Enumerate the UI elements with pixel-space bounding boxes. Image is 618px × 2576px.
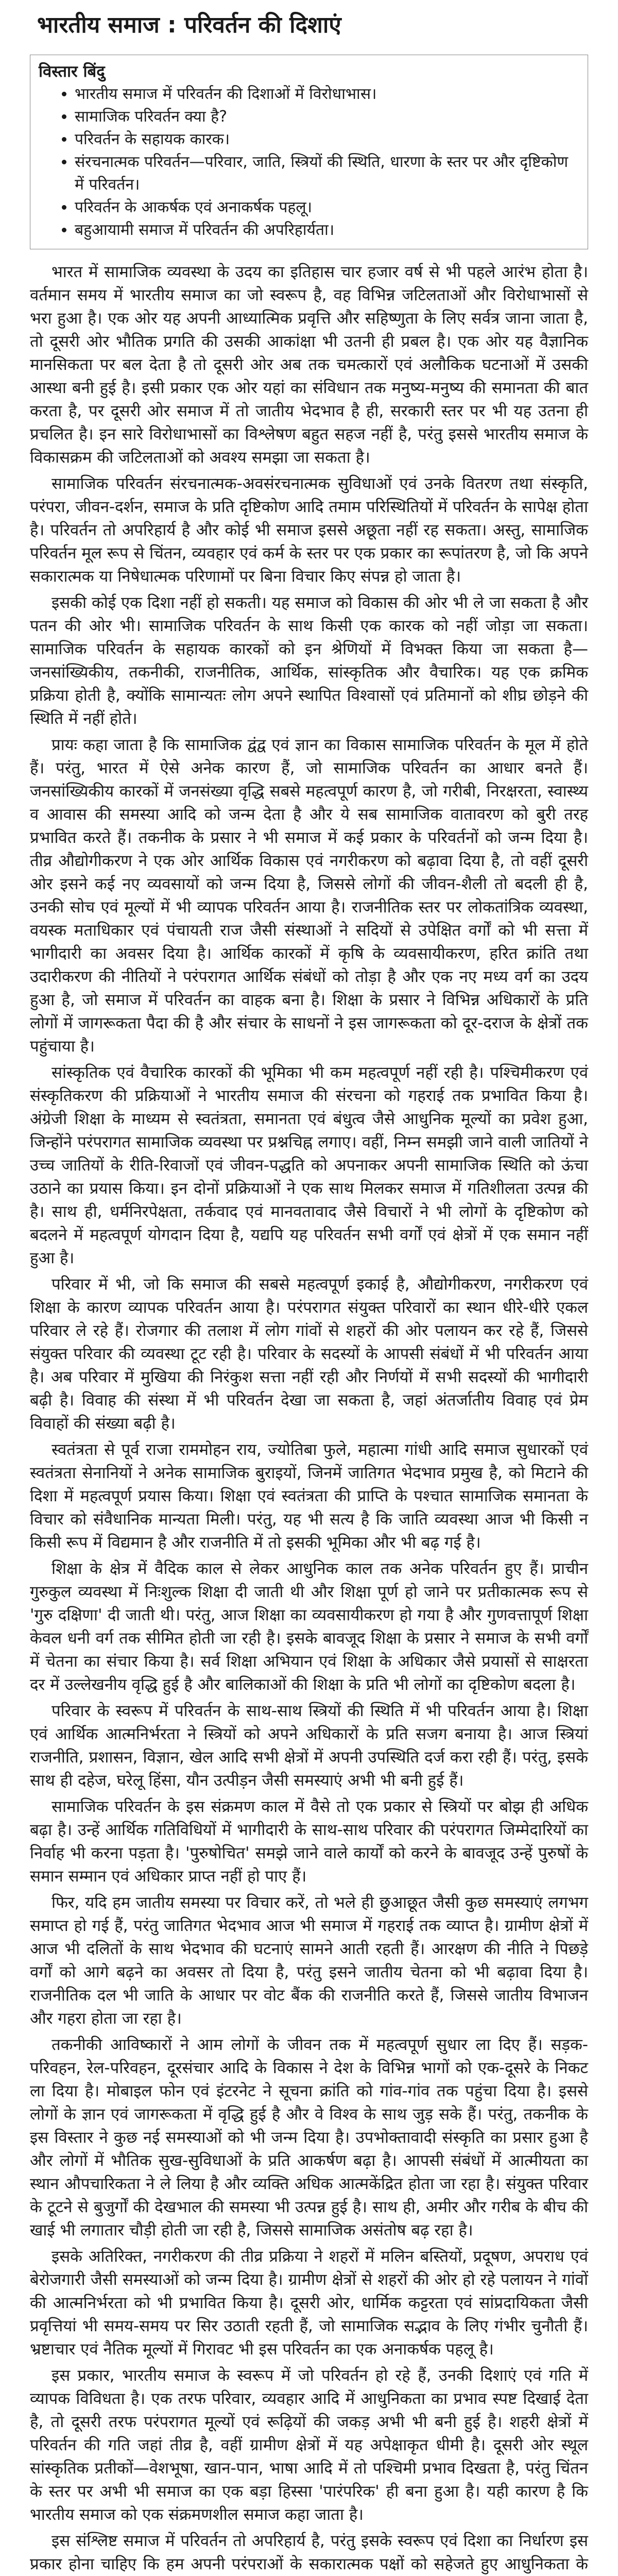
outline-item: • सामाजिक परिवर्तन क्या है? bbox=[75, 106, 578, 128]
outline-box bbox=[30, 55, 588, 249]
essay-paragraph: प्रायः कहा जाता है कि सामाजिक द्वंद्व एवं ज्ञान का विकास सामाजिक परिवर्तन के मूल में होते हैं। परंतु, भारत में ऐसे अनेक कारण हैं, जो सामाजिक परिवर्तन का आधार बनते हैं। जनसांख्यिकीय कारकों में जनसंख्या वृद्धि सबसे महत्वपूर्ण कारण है, जो गरीबी, निरक्षरता, स्वास्थ्य व आवास की समस्या आदि को जन्म देता है और ये सब सामाजिक वातावरण को बुरी तरह प्रभावित करते हैं। तकनीक के प्रसार ने भी समाज में कई प्रकार के परिवर्तनों को जन्म दिया है। तीव्र औद्योगीकरण ने एक ओर आर्थिक विकास एवं नगरीकरण को बढ़ावा दिया है, तो वहीं दूसरी ओर इसने कई नए व्यवसायों को जन्म दिया है, जिससे लोगों की जीवन-शैली तो बदली ही है, उनकी सोच एवं मूल्यों में भी व्यापक परिवर्तन आया है। राजनीतिक स्तर पर लोकतांत्रिक व्यवस्था, वयस्क मताधिकार एवं पंचायती राज जैसी संस्थाओं ने सदियों से उपेक्षित वर्गों को भी सत्ता में भागीदारी का अवसर दिया है। आर्थिक कारकों में कृषि के व्यवसायीकरण, हरित क्रांति तथा उदारीकरण की नीतियों ने परंपरागत आर्थिक संबंधों को तोड़ा है और एक नए मध्य वर्ग का उदय हुआ है, जो समाज में परिवर्तन का वाहक बना है। शिक्षा के प्रसार ने विभिन्न अधिकारों के प्रति लोगों में जागरूकता पैदा की है और संचार के साधनों ने इस जागरूकता को दूर-दराज के क्षेत्रों तक पहुंचाया है। bbox=[30, 736, 588, 1056]
outline-item: • परिवर्तन के आकर्षक एवं अनाकर्षक पहलू। bbox=[75, 196, 578, 219]
essay-body bbox=[30, 261, 588, 2576]
essay-paragraph: इस संश्लिष्ट समाज में परिवर्तन तो अपरिहार्य है, परंतु इसके स्वरूप एवं दिशा का निर्धारण इस प्रकार होना चाहिए कि हम अपनी परंपराओं के सकारात्मक पक्षों को सहेजते हुए आधुनिकता के bbox=[30, 2532, 588, 2573]
essay-title: भारतीय समाज : परिवर्तन की दिशाएं bbox=[37, 12, 341, 38]
outline-item: • भारतीय समाज में परिवर्तन की दिशाओं में विरोधाभास। bbox=[75, 83, 578, 106]
essay-paragraph: भारत में सामाजिक व्यवस्था के उदय का इतिहास चार हजार वर्ष से भी पहले आरंभ होता है। वर्तमान समय में भारतीय समाज का जो स्वरूप है, वह विभिन्न जटिलताओं और विरोधाभासों से भरा हुआ है। एक ओर यह अपनी आध्यात्मिक प्रवृत्ति और सहिष्णुता के लिए सर्वत्र जाना जाता है, तो दूसरी ओर भौतिक प्रगति की उसकी आकांक्षा भी उतनी ही प्रबल है। एक ओर यह वैज्ञानिक मानसिकता पर बल देता है तो दूसरी ओर अब तक चमत्कारों एवं अलौकिक घटनाओं में उसकी आस्था बनी हुई है। इसी प्रकार एक ओर यहां का संविधान तक मनुष्य-मनुष्य की समानता की बात करता है, पर दूसरी ओर समाज में तो जातीय भेदभाव है ही, सरकारी स्तर पर भी यह उतना ही प्रचलित है। इन सारे विरोधाभासों का विश्लेषण बहुत सहज नहीं है, परंतु इससे भारतीय समाज के विकासक्रम की जटिलताओं को अवश्य समझा जा सकता है। bbox=[30, 263, 588, 467]
essay-paragraph: शिक्षा के क्षेत्र में वैदिक काल से लेकर आधुनिक काल तक अनेक परिवर्तन हुए हैं। प्राचीन गुरुकुल व्यवस्था में निःशुल्क शिक्षा दी जाती थी और शिक्षा पूर्ण हो जाने पर प्रतीकात्मक रूप से 'गुरु दक्षिणा' दी जाती थी। परंतु, आज शिक्षा का व्यवसायीकरण हो गया है और गुणवत्तापूर्ण शिक्षा केवल धनी वर्ग तक सीमित होती जा रही है। इसके बावजूद शिक्षा के प्रसार ने समाज के सभी वर्गों में चेतना का संचार किया है। सर्व शिक्षा अभियान एवं शिक्षा के अधिकार जैसे प्रयासों से साक्षरता दर में उल्लेखनीय वृद्धि हुई है और बालिकाओं की शिक्षा के प्रति भी लोगों का दृष्टिकोण बदला है। bbox=[30, 1560, 588, 1694]
essay-paragraph: स्वतंत्रता से पूर्व राजा राममोहन राय, ज्योतिबा फुले, महात्मा गांधी आदि समाज सुधारकों एवं स्वतंत्रता सेनानियों ने अनेक सामाजिक बुराइयों, जिनमें जातिगत भेदभाव प्रमुख है, को मिटाने की दिशा में महत्वपूर्ण प्रयास किया। शिक्षा एवं स्वतंत्रता की प्राप्ति के पश्चात सामाजिक समानता के विचार को संवैधानिक मान्यता मिली। परंतु, यह भी सत्य है कि जाति व्यवस्था आज भी किसी न किसी रूप में विद्यमान है और राजनीति में तो इसकी भूमिका और भी बढ़ गई है। bbox=[30, 1440, 588, 1552]
outline-heading: विस्तार बिंदु bbox=[39, 62, 105, 81]
essay-paragraph: सामाजिक परिवर्तन के इस संक्रमण काल में वैसे तो एक प्रकार से स्त्रियों पर बोझ ही अधिक बढ़ा है। उन्हें आर्थिक गतिविधियों में भागीदारी के साथ-साथ परिवार की परंपरागत जिम्मेदारियों का निर्वाह भी करना पड़ता है। 'पुरुषोचित' समझे जाने वाले कार्यों को करने के बावजूद उन्हें पुरुषों के समान सम्मान एवं अधिकार प्राप्त नहीं हो पाए हैं। bbox=[30, 1798, 588, 1886]
outline-item: • परिवर्तन के सहायक कारक। bbox=[75, 128, 578, 151]
outline-item: • संरचनात्मक परिवर्तन—परिवार, जाति, स्त्रियों की स्थिति, धारणा के स्तर पर और दृष्टिकोण में परिवर्तन। bbox=[75, 151, 578, 196]
outline-list bbox=[39, 83, 578, 242]
outline-item: • बहुआयामी समाज में परिवर्तन की अपरिहार्यता। bbox=[75, 219, 578, 242]
essay-paragraph: इस प्रकार, भारतीय समाज के स्वरूप में जो परिवर्तन हो रहे हैं, उनकी दिशाएं एवं गति में व्यापक विविधता है। एक तरफ परिवार, व्यवहार आदि में आधुनिकता का प्रभाव स्पष्ट दिखाई देता है, तो दूसरी तरफ परंपरागत मूल्यों एवं रूढ़ियों की जकड़ अभी भी बनी हुई है। शहरी क्षेत्रों में परिवर्तन की गति जहां तीव्र है, वहीं ग्रामीण क्षेत्रों में यह अपेक्षाकृत धीमी है। दूसरी ओर स्थूल सांस्कृतिक प्रतीकों—वेशभूषा, खान-पान, भाषा आदि में तो पश्चिमी प्रभाव दिखता है, परंतु चिंतन के स्तर पर अभी भी समाज का एक बड़ा हिस्सा 'पारंपरिक' ही बना हुआ है। यही कारण है कि भारतीय समाज को एक संक्रमणशील समाज कहा जाता है। bbox=[30, 2366, 588, 2524]
essay-paragraph: परिवार के स्वरूप में परिवर्तन के साथ-साथ स्त्रियों की स्थिति में भी परिवर्तन आया है। शिक्षा एवं आर्थिक आत्मनिर्भरता ने स्त्रियों को अपने अधिकारों के प्रति सजग बनाया है। आज स्त्रियां राजनीति, प्रशासन, विज्ञान, खेल आदि सभी क्षेत्रों में अपनी उपस्थिति दर्ज करा रही हैं। परंतु, इसके साथ ही दहेज, घरेलू हिंसा, यौन उत्पीड़न जैसी समस्याएं अभी भी बनी हुई हैं। bbox=[30, 1702, 588, 1790]
essay-paragraph: तकनीकी आविष्कारों ने आम लोगों के जीवन तक में महत्वपूर्ण सुधार ला दिए हैं। सड़क-परिवहन, रेल-परिवहन, दूरसंचार आदि के विकास ने देश के विभिन्न भागों को एक-दूसरे के निकट ला दिया है। मोबाइल फोन एवं इंटरनेट ने सूचना क्रांति को गांव-गांव तक पहुंचा दिया है। इससे लोगों के ज्ञान एवं जागरूकता में वृद्धि हुई है और वे विश्व के साथ जुड़ सके हैं। परंतु, तकनीक के इस विस्तार ने कुछ नई समस्याओं को भी जन्म दिया है। उपभोक्तावादी संस्कृति का प्रसार हुआ है और लोगों में भौतिक सुख-सुविधाओं के प्रति आकर्षण बढ़ा है। आपसी संबंधों में आत्मीयता का स्थान औपचारिकता ने ले लिया है और व्यक्ति अधिक आत्मकेंद्रित होता जा रहा है। संयुक्त परिवार के टूटने से बुजुर्गों की देखभाल की समस्या भी उत्पन्न हुई है। साथ ही, अमीर और गरीब के बीच की खाई भी लगातार चौड़ी होती जा रही है, जिससे सामाजिक असंतोष बढ़ रहा है। bbox=[30, 2036, 588, 2240]
essay-paragraph: इसके अतिरिक्त, नगरीकरण की तीव्र प्रक्रिया ने शहरों में मलिन बस्तियों, प्रदूषण, अपराध एवं बेरोजगारी जैसी समस्याओं को जन्म दिया है। ग्रामीण क्षेत्रों से शहरों की ओर हो रहे पलायन ने गांवों की आत्मनिर्भरता को भी प्रभावित किया है। दूसरी ओर, धार्मिक कट्टरता एवं सांप्रदायिकता जैसी प्रवृत्तियां भी समय-समय पर सिर उठाती रहती हैं, जो सामाजिक सद्भाव के लिए गंभीर चुनौती हैं। भ्रष्टाचार एवं नैतिक मूल्यों में गिरावट भी इस परिवर्तन का एक अनाकर्षक पहलू है। bbox=[30, 2247, 588, 2359]
essay-paragraph: परिवार में भी, जो कि समाज की सबसे महत्वपूर्ण इकाई है, औद्योगीकरण, नगरीकरण एवं शिक्षा के कारण व्यापक परिवर्तन आया है। परंपरागत संयुक्त परिवारों का स्थान धीरे-धीरे एकल परिवार ले रहे हैं। रोजगार की तलाश में लोग गांवों से शहरों की ओर पलायन कर रहे हैं, जिससे संयुक्त परिवार की व्यवस्था टूट रही है। परिवार के सदस्यों के आपसी संबंधों में भी परिवर्तन आया है। अब परिवार में मुखिया की निरंकुश सत्ता नहीं रही और निर्णयों में सभी सदस्यों की भागीदारी बढ़ी है। विवाह की संस्था में भी परिवर्तन देखा जा सकता है, जहां अंतर्जातीय विवाह एवं प्रेम विवाहों की संख्या बढ़ी है। bbox=[30, 1275, 588, 1433]
essay-paragraph: फिर, यदि हम जातीय समस्या पर विचार करें, तो भले ही छुआछूत जैसी कुछ समस्याएं लगभग समाप्त हो गई हैं, परंतु जातिगत भेदभाव आज भी समाज में गहराई तक व्याप्त है। ग्रामीण क्षेत्रों में आज भी दलितों के साथ भेदभाव की घटनाएं सामने आती रहती हैं। आरक्षण की नीति ने पिछड़े वर्गों को आगे बढ़ने का अवसर तो दिया है, परंतु इसने जातीय चेतना को भी बढ़ावा दिया है। राजनीतिक दल भी जाति के आधार पर वोट बैंक की राजनीति करते हैं, जिससे जातीय विभाजन और गहरा होता जा रहा है। bbox=[30, 1893, 588, 2028]
essay-paragraph: इसकी कोई एक दिशा नहीं हो सकती। यह समाज को विकास की ओर भी ले जा सकता है और पतन की ओर भी। सामाजिक परिवर्तन के साथ किसी एक कारक को नहीं जोड़ा जा सकता। सामाजिक परिवर्तन के सहायक कारकों को इन श्रेणियों में विभक्त किया जा सकता है—जनसांख्यिकीय, तकनीकी, राजनीतिक, आर्थिक, सांस्कृतिक और वैचारिक। यह एक क्रमिक प्रक्रिया होती है, क्योंकि सामान्यतः लोग अपने स्थापित विश्वासों एवं प्रतिमानों को शीघ्र छोड़ने की स्थिति में नहीं होते। bbox=[30, 594, 588, 728]
essay-paragraph: सामाजिक परिवर्तन संरचनात्मक-अवसंरचनात्मक सुविधाओं एवं उनके वितरण तथा संस्कृति, परंपरा, जीवन-दर्शन, समाज के प्रति दृष्टिकोण आदि तमाम परिस्थितियों में परिवर्तन के सापेक्ष होता है। परिवर्तन तो अपरिहार्य है और कोई भी समाज इससे अछूता नहीं रह सकता। अस्तु, सामाजिक परिवर्तन मूल रूप से चिंतन, व्यवहार एवं कर्म के स्तर पर एक प्रकार का रूपांतरण है, जो कि अपने सकारात्मक या निषेधात्मक परिणामों पर बिना विचार किए संपन्न हो जाता है। bbox=[30, 474, 588, 586]
essay-paragraph: सांस्कृतिक एवं वैचारिक कारकों की भूमिका भी कम महत्वपूर्ण नहीं रही है। पश्चिमीकरण एवं संस्कृतिकरण की प्रक्रियाओं ने भारतीय समाज की संरचना को गहराई तक प्रभावित किया है। अंग्रेजी शिक्षा के माध्यम से स्वतंत्रता, समानता एवं बंधुत्व जैसे आधुनिक मूल्यों का प्रवेश हुआ, जिन्होंने परंपरागत सामाजिक व्यवस्था पर प्रश्नचिह्न लगाए। वहीं, निम्न समझी जाने वाली जातियों ने उच्च जातियों के रीति-रिवाजों एवं जीवन-पद्धति को अपनाकर अपनी सामाजिक स्थिति को ऊंचा उठाने का प्रयास किया। इन दोनों प्रक्रियाओं ने एक साथ मिलकर समाज में गतिशीलता उत्पन्न की है। साथ ही, धर्मनिरपेक्षता, तर्कवाद एवं मानवतावाद जैसे विचारों ने भी लोगों के दृष्टिकोण को बदलने में महत्वपूर्ण योगदान दिया है, यद्यपि यह परिवर्तन सभी वर्गों एवं क्षेत्रों में एक समान नहीं हुआ है। bbox=[30, 1063, 588, 1267]
